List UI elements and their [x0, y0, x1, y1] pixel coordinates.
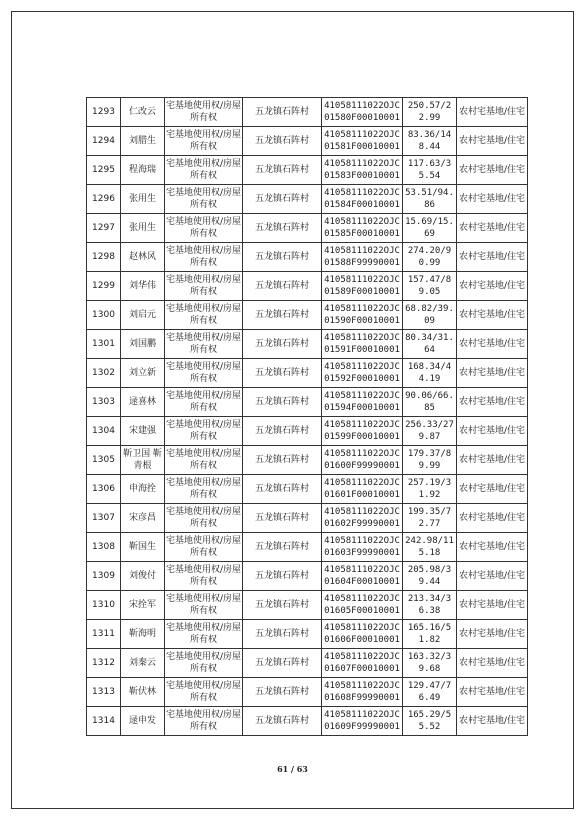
table-row: [87, 388, 528, 417]
right-type-cell: 宅基地使用权/房屋所有权: [165, 156, 243, 185]
location-cell: 五龙镇石阵村: [243, 620, 322, 649]
owner-name-cell: 靳国生: [121, 533, 165, 562]
table-row: [87, 678, 528, 707]
unit-code-cell: 41058111022OJC01580F00010001: [322, 98, 403, 127]
unit-code-cell: 41058111022OJC01591F00010001: [322, 330, 403, 359]
land-use-cell: 农村宅基地/住宅: [457, 620, 528, 649]
table-row: [87, 272, 528, 301]
owner-name-cell: 申海拴: [121, 475, 165, 504]
owner-name-cell: 刘华伟: [121, 272, 165, 301]
location-cell: 五龙镇石阵村: [243, 272, 322, 301]
table-row: [87, 214, 528, 243]
area-value-cell: 242.98/115.18: [403, 533, 457, 562]
record-number-cell: 1307: [87, 504, 121, 533]
table-row: [87, 591, 528, 620]
record-number-cell: 1300: [87, 301, 121, 330]
owner-name-cell: 刘立新: [121, 359, 165, 388]
record-number-cell: 1298: [87, 243, 121, 272]
location-cell: 五龙镇石阵村: [243, 359, 322, 388]
table-row: [87, 475, 528, 504]
record-number-cell: 1295: [87, 156, 121, 185]
right-type-cell: 宅基地使用权/房屋所有权: [165, 272, 243, 301]
table-row: [87, 562, 528, 591]
area-value-cell: 117.63/35.54: [403, 156, 457, 185]
right-type-cell: 宅基地使用权/房屋所有权: [165, 649, 243, 678]
location-cell: 五龙镇石阵村: [243, 301, 322, 330]
right-type-cell: 宅基地使用权/房屋所有权: [165, 562, 243, 591]
location-cell: 五龙镇石阵村: [243, 591, 322, 620]
record-number-cell: 1308: [87, 533, 121, 562]
area-value-cell: 199.35/72.77: [403, 504, 457, 533]
location-cell: 五龙镇石阵村: [243, 156, 322, 185]
land-use-cell: 农村宅基地/住宅: [457, 243, 528, 272]
area-value-cell: 205.98/39.44: [403, 562, 457, 591]
area-value-cell: 250.57/22.99: [403, 98, 457, 127]
land-use-cell: 农村宅基地/住宅: [457, 301, 528, 330]
record-number-cell: 1313: [87, 678, 121, 707]
area-value-cell: 165.16/51.82: [403, 620, 457, 649]
record-number-cell: 1306: [87, 475, 121, 504]
table-row: [87, 417, 528, 446]
land-use-cell: 农村宅基地/住宅: [457, 272, 528, 301]
area-value-cell: 163.32/39.68: [403, 649, 457, 678]
land-use-cell: 农村宅基地/住宅: [457, 127, 528, 156]
location-cell: 五龙镇石阵村: [243, 417, 322, 446]
record-number-cell: 1305: [87, 446, 121, 475]
owner-name-cell: 刘国鹏: [121, 330, 165, 359]
right-type-cell: 宅基地使用权/房屋所有权: [165, 301, 243, 330]
area-value-cell: 179.37/89.99: [403, 446, 457, 475]
page-number: 61 / 63: [277, 764, 308, 774]
table-row: [87, 301, 528, 330]
land-use-cell: 农村宅基地/住宅: [457, 649, 528, 678]
right-type-cell: 宅基地使用权/房屋所有权: [165, 214, 243, 243]
table-row: [87, 359, 528, 388]
table-row: [87, 504, 528, 533]
location-cell: 五龙镇石阵村: [243, 330, 322, 359]
owner-name-cell: 靳伏林: [121, 678, 165, 707]
table-row: [87, 98, 528, 127]
unit-code-cell: 41058111022OJC01609F99990001: [322, 707, 403, 736]
table-row: [87, 243, 528, 272]
table-row: [87, 185, 528, 214]
unit-code-cell: 41058111022OJC01581F00010001: [322, 127, 403, 156]
registration-table: [86, 97, 528, 736]
table-row: [87, 649, 528, 678]
unit-code-cell: 41058111022OJC01583F00010001: [322, 156, 403, 185]
land-use-cell: 农村宅基地/住宅: [457, 475, 528, 504]
right-type-cell: 宅基地使用权/房屋所有权: [165, 504, 243, 533]
location-cell: 五龙镇石阵村: [243, 533, 322, 562]
right-type-cell: 宅基地使用权/房屋所有权: [165, 185, 243, 214]
location-cell: 五龙镇石阵村: [243, 475, 322, 504]
unit-code-cell: 41058111022OJC01600F99990001: [322, 446, 403, 475]
record-number-cell: 1294: [87, 127, 121, 156]
record-number-cell: 1312: [87, 649, 121, 678]
record-number-cell: 1311: [87, 620, 121, 649]
right-type-cell: 宅基地使用权/房屋所有权: [165, 475, 243, 504]
owner-name-cell: 张用生: [121, 214, 165, 243]
owner-name-cell: 程海瑞: [121, 156, 165, 185]
right-type-cell: 宅基地使用权/房屋所有权: [165, 417, 243, 446]
record-number-cell: 1293: [87, 98, 121, 127]
table-row: [87, 446, 528, 475]
area-value-cell: 257.19/31.92: [403, 475, 457, 504]
record-number-cell: 1310: [87, 591, 121, 620]
owner-name-cell: 刘秦云: [121, 649, 165, 678]
area-value-cell: 129.47/76.49: [403, 678, 457, 707]
location-cell: 五龙镇石阵村: [243, 185, 322, 214]
document-page: [11, 11, 574, 809]
record-number-cell: 1297: [87, 214, 121, 243]
area-value-cell: 165.29/55.52: [403, 707, 457, 736]
land-use-cell: 农村宅基地/住宅: [457, 533, 528, 562]
owner-name-cell: 刘启元: [121, 301, 165, 330]
record-number-cell: 1296: [87, 185, 121, 214]
location-cell: 五龙镇石阵村: [243, 504, 322, 533]
area-value-cell: 90.06/66.85: [403, 388, 457, 417]
unit-code-cell: 41058111022OJC01588F99990001: [322, 243, 403, 272]
record-number-cell: 1299: [87, 272, 121, 301]
land-use-cell: 农村宅基地/住宅: [457, 330, 528, 359]
land-use-cell: 农村宅基地/住宅: [457, 156, 528, 185]
unit-code-cell: 41058111022OJC01602F99990001: [322, 504, 403, 533]
unit-code-cell: 41058111022OJC01608F99990001: [322, 678, 403, 707]
unit-code-cell: 41058111022OJC01605F00010001: [322, 591, 403, 620]
right-type-cell: 宅基地使用权/房屋所有权: [165, 127, 243, 156]
owner-name-cell: 宋拴军: [121, 591, 165, 620]
owner-name-cell: 张用生: [121, 185, 165, 214]
right-type-cell: 宅基地使用权/房屋所有权: [165, 707, 243, 736]
right-type-cell: 宅基地使用权/房屋所有权: [165, 446, 243, 475]
table-row: [87, 127, 528, 156]
land-use-cell: 农村宅基地/住宅: [457, 446, 528, 475]
unit-code-cell: 41058111022OJC01599F00010001: [322, 417, 403, 446]
land-use-cell: 农村宅基地/住宅: [457, 388, 528, 417]
land-use-cell: 农村宅基地/住宅: [457, 214, 528, 243]
table-row: [87, 330, 528, 359]
land-use-cell: 农村宅基地/住宅: [457, 359, 528, 388]
land-use-cell: 农村宅基地/住宅: [457, 417, 528, 446]
table-row: [87, 533, 528, 562]
record-number-cell: 1304: [87, 417, 121, 446]
owner-name-cell: 逯申发: [121, 707, 165, 736]
land-use-cell: 农村宅基地/住宅: [457, 504, 528, 533]
area-value-cell: 157.47/89.05: [403, 272, 457, 301]
unit-code-cell: 41058111022OJC01585F00010001: [322, 214, 403, 243]
land-use-cell: 农村宅基地/住宅: [457, 591, 528, 620]
table-row: [87, 620, 528, 649]
right-type-cell: 宅基地使用权/房屋所有权: [165, 533, 243, 562]
land-use-cell: 农村宅基地/住宅: [457, 678, 528, 707]
right-type-cell: 宅基地使用权/房屋所有权: [165, 620, 243, 649]
area-value-cell: 274.20/90.99: [403, 243, 457, 272]
area-value-cell: 80.34/31.64: [403, 330, 457, 359]
right-type-cell: 宅基地使用权/房屋所有权: [165, 388, 243, 417]
record-number-cell: 1314: [87, 707, 121, 736]
owner-name-cell: 刘腊生: [121, 127, 165, 156]
location-cell: 五龙镇石阵村: [243, 562, 322, 591]
location-cell: 五龙镇石阵村: [243, 388, 322, 417]
record-number-cell: 1303: [87, 388, 121, 417]
area-value-cell: 83.36/148.44: [403, 127, 457, 156]
unit-code-cell: 41058111022OJC01603F99990001: [322, 533, 403, 562]
unit-code-cell: 41058111022OJC01607F00010001: [322, 649, 403, 678]
right-type-cell: 宅基地使用权/房屋所有权: [165, 359, 243, 388]
right-type-cell: 宅基地使用权/房屋所有权: [165, 591, 243, 620]
location-cell: 五龙镇石阵村: [243, 649, 322, 678]
record-number-cell: 1309: [87, 562, 121, 591]
location-cell: 五龙镇石阵村: [243, 707, 322, 736]
right-type-cell: 宅基地使用权/房屋所有权: [165, 243, 243, 272]
location-cell: 五龙镇石阵村: [243, 214, 322, 243]
owner-name-cell: 仁改云: [121, 98, 165, 127]
land-use-cell: 农村宅基地/住宅: [457, 185, 528, 214]
location-cell: 五龙镇石阵村: [243, 446, 322, 475]
owner-name-cell: 刘俊付: [121, 562, 165, 591]
location-cell: 五龙镇石阵村: [243, 98, 322, 127]
owner-name-cell: 宋建强: [121, 417, 165, 446]
unit-code-cell: 41058111022OJC01590F00010001: [322, 301, 403, 330]
record-number-cell: 1302: [87, 359, 121, 388]
unit-code-cell: 41058111022OJC01606F00010001: [322, 620, 403, 649]
unit-code-cell: 41058111022OJC01592F00010001: [322, 359, 403, 388]
unit-code-cell: 41058111022OJC01604F00010001: [322, 562, 403, 591]
area-value-cell: 15.69/15.69: [403, 214, 457, 243]
area-value-cell: 168.34/44.19: [403, 359, 457, 388]
unit-code-cell: 41058111022OJC01594F00010001: [322, 388, 403, 417]
owner-name-cell: 靳卫国 靳青根: [121, 446, 165, 475]
area-value-cell: 213.34/36.38: [403, 591, 457, 620]
unit-code-cell: 41058111022OJC01584F00010001: [322, 185, 403, 214]
unit-code-cell: 41058111022OJC01601F00010001: [322, 475, 403, 504]
table-row: [87, 156, 528, 185]
right-type-cell: 宅基地使用权/房屋所有权: [165, 98, 243, 127]
right-type-cell: 宅基地使用权/房屋所有权: [165, 330, 243, 359]
area-value-cell: 53.51/94.86: [403, 185, 457, 214]
land-use-cell: 农村宅基地/住宅: [457, 98, 528, 127]
area-value-cell: 256.33/279.87: [403, 417, 457, 446]
owner-name-cell: 逯喜林: [121, 388, 165, 417]
table-row: [87, 707, 528, 736]
land-use-cell: 农村宅基地/住宅: [457, 562, 528, 591]
land-use-cell: 农村宅基地/住宅: [457, 707, 528, 736]
owner-name-cell: 赵林风: [121, 243, 165, 272]
right-type-cell: 宅基地使用权/房屋所有权: [165, 678, 243, 707]
location-cell: 五龙镇石阵村: [243, 678, 322, 707]
registration-table-body: [87, 98, 528, 736]
area-value-cell: 68.82/39.09: [403, 301, 457, 330]
location-cell: 五龙镇石阵村: [243, 243, 322, 272]
owner-name-cell: 宋彦昌: [121, 504, 165, 533]
record-number-cell: 1301: [87, 330, 121, 359]
owner-name-cell: 靳海明: [121, 620, 165, 649]
unit-code-cell: 41058111022OJC01589F00010001: [322, 272, 403, 301]
location-cell: 五龙镇石阵村: [243, 127, 322, 156]
